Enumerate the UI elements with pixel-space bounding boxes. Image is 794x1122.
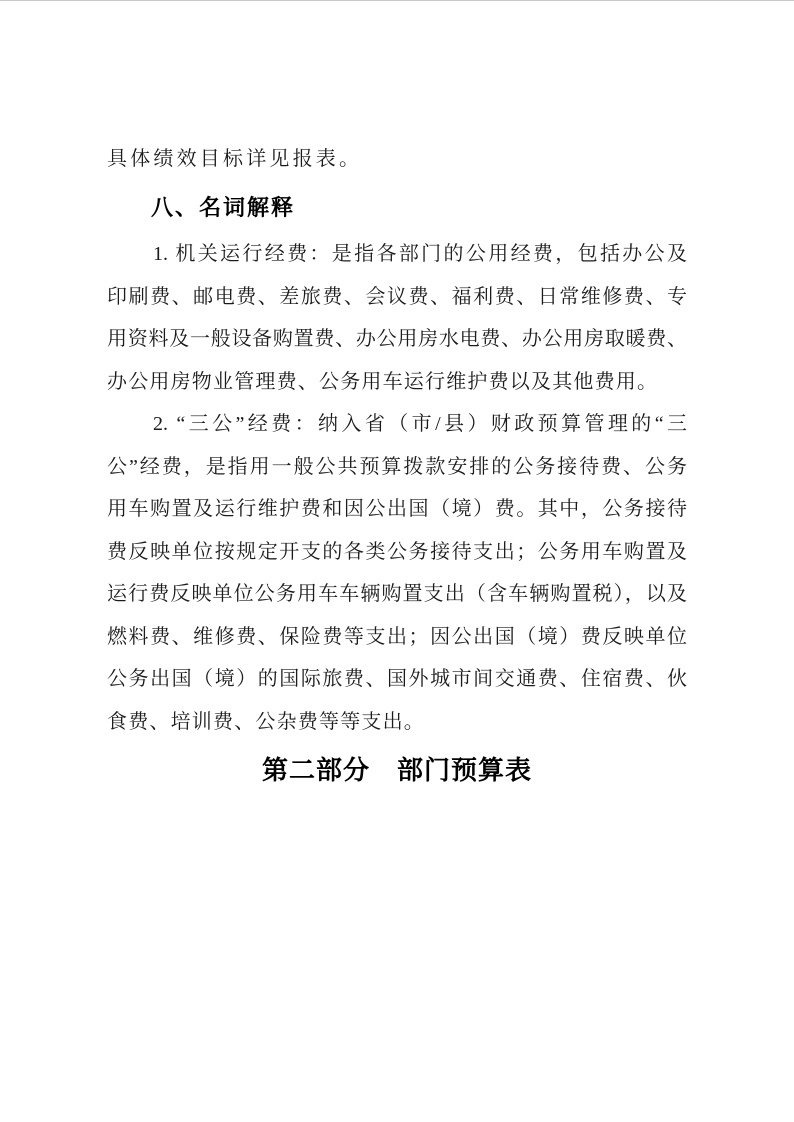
paragraph-line: 燃料费、维修费、保险费等支出；因公出国（境）费反映单位: [107, 625, 687, 648]
paragraph-line: 费反映单位按规定开支的各类公务接待支出；公务用车购置及: [107, 540, 687, 563]
paragraph-line: 用车购置及运行维护费和因公出国（境）费。其中，公务接待: [107, 498, 687, 520]
part-two-heading: 第二部分 部门预算表: [261, 755, 532, 785]
paragraph-line: 1. 机关运行经费：是指各部门的公用经费，包括办公及: [153, 243, 687, 265]
paragraph-line: 运行费反映单位公务用车车辆购置支出（含车辆购置税），以及: [107, 583, 687, 605]
intro-line: 具体绩效目标详见报表。: [107, 148, 363, 170]
paragraph-line: 印刷费、邮电费、差旅费、会议费、福利费、日常维修费、专: [107, 285, 687, 308]
scan-edge-artifact: [0, 0, 794, 1]
terms-definitions-heading: 八、名词解释: [151, 194, 296, 220]
paragraph-line: 2. “三公”经费：纳入省（市/县）财政预算管理的“三: [153, 413, 687, 435]
paragraph-agency-operating-expense: [107, 233, 687, 403]
paragraph-line: 公务出国（境）的国际旅费、国外城市间交通费、住宿费、伙: [107, 668, 687, 690]
text-column: [107, 138, 687, 795]
paragraph-three-public-expense: [107, 403, 687, 743]
paragraph-line: 办公用房物业管理费、公务用车运行维护费以及其他费用。: [107, 370, 659, 393]
paragraph-line: 公”经费，是指用一般公共预算拨款安排的公务接待费、公务: [107, 455, 687, 478]
paragraph-line: 食费、培训费、公杂费等等支出。: [107, 710, 425, 733]
paragraph-line: 用资料及一般设备购置费、办公用房水电费、办公用房取暖费、: [107, 328, 687, 350]
